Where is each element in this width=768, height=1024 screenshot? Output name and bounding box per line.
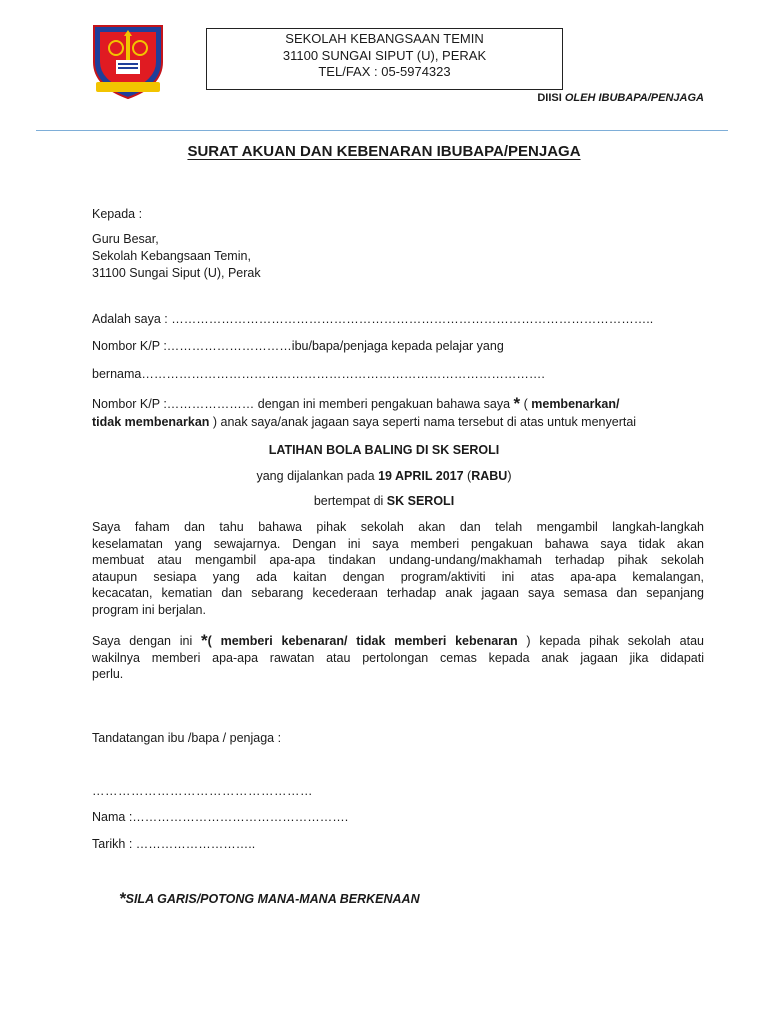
- paragraph-line: kecacatan, kematian dan sebarang kecederaan terhadap anak jagaan saya semasa dan sepanjang: [92, 586, 704, 600]
- event-venue-line: [0, 493, 768, 510]
- asterisk-mark: *: [201, 631, 208, 650]
- recipient-line-3: 31100 Sungai Siput (U), Perak: [92, 266, 261, 280]
- nombor-kp-2-paren: (: [520, 397, 532, 411]
- school-address: 31100 SUNGAI SIPUT (U), PERAK: [282, 47, 487, 63]
- paragraph-line: ataupun sesiapa yang ada kaitan dengan program/aktiviti ini atas apa-apa kemalangan,: [92, 569, 704, 584]
- consent-prefix: Saya dengan ini: [92, 634, 202, 648]
- event-name: LATIHAN BOLA BALING DI SK SEROLI: [268, 443, 500, 457]
- nombor-kp-2-text: Nombor K/P :………………… dengan ini memberi pengakuan bahawa saya: [92, 397, 514, 411]
- tarikh-field: Tarikh : ………………………..: [92, 837, 256, 851]
- event-date-line: [0, 468, 768, 485]
- paragraph-line: keselamatan yang sewajarnya. Dengan ini saya memberi pengakuan bahawa saya tidak akan: [92, 536, 704, 551]
- consent-line-3: perlu.: [92, 667, 124, 681]
- paragraph-consent: [92, 633, 704, 683]
- asterisk-mark: *: [119, 889, 126, 908]
- event-date: 19 APRIL 2017: [378, 469, 464, 483]
- diisi-prefix: DIISI: [537, 92, 565, 104]
- school-name: SEKOLAH KEBANGSAAN TEMIN: [285, 31, 484, 46]
- kepada-label: Kepada :: [92, 207, 143, 221]
- bernama-field: bernama…………………………………………………………………………………….: [92, 367, 545, 381]
- nama-field: Nama :…………………………………………….: [92, 810, 349, 824]
- consent-line-2: wakilnya memberi apa-apa rawatan atau pertolongan cemas kepada anak jagaan jika didapati: [92, 650, 704, 665]
- declaration-continuation-text: ) anak saya/anak jagaan saya seperti nama tersebut di atas untuk menyertai: [209, 415, 637, 429]
- tidak-membenarkan-option: tidak membenarkan: [92, 415, 210, 429]
- nombor-kp-field-1: Nombor K/P :…………………………ibu/bapa/penjaga kepada pelajar yang: [92, 339, 504, 353]
- diisi-italic: OLEH IBUBAPA/PENJAGA: [564, 92, 704, 104]
- consent-line-1: [92, 633, 704, 650]
- membenarkan-option: membenarkan/: [531, 397, 620, 411]
- footer-note-text: SILA GARIS/POTONG MANA-MANA BERKENAAN: [125, 892, 420, 906]
- signature-label: Tandatangan ibu /bapa / penjaga :: [92, 731, 282, 745]
- school-crest-logo: [90, 22, 166, 100]
- diisi-note: [537, 92, 704, 104]
- declaration-continuation: [92, 414, 636, 431]
- school-header-box: [206, 28, 563, 90]
- paragraph-acknowledgement: [92, 519, 704, 618]
- recipient-line-2: Sekolah Kebangsaan Temin,: [92, 249, 251, 263]
- event-date-mid: (: [463, 469, 472, 483]
- event-venue-prefix: bertempat di: [313, 494, 387, 508]
- signature-line: ……………………………………………: [92, 784, 313, 798]
- consent-options: ( memberi kebenaran/ tidak memberi kebenaran: [207, 634, 518, 648]
- nombor-kp-field-2: [92, 395, 619, 413]
- paragraph-line: Saya faham dan tahu bahawa pihak sekolah akan dan telah mengambil langkah-langkah: [92, 520, 704, 534]
- page-title: SURAT AKUAN DAN KEBENARAN IBUBAPA/PENJAGA: [187, 143, 581, 160]
- paragraph-line: membuat atau mengambil apa-apa tindakan undang-undang/makhamah terhadap pihak sekolah: [92, 553, 704, 567]
- header-divider: [36, 130, 728, 131]
- paragraph-line: program ini berjalan.: [92, 602, 206, 617]
- school-telfax: TEL/FAX : 05-5974323: [318, 64, 451, 79]
- footer-note: [119, 889, 420, 909]
- event-date-suffix: ): [507, 469, 512, 483]
- asterisk-mark: *: [513, 394, 521, 413]
- event-date-prefix: yang dijalankan pada: [256, 469, 379, 483]
- consent-suffix: ) kepada pihak sekolah atau: [517, 634, 704, 648]
- adalah-saya-field: Adalah saya : ……………………………………………………………………………………………………..: [92, 312, 654, 326]
- event-day: RABU: [471, 469, 508, 483]
- event-venue: SK SEROLI: [386, 494, 455, 508]
- recipient-line-1: Guru Besar,: [92, 232, 159, 246]
